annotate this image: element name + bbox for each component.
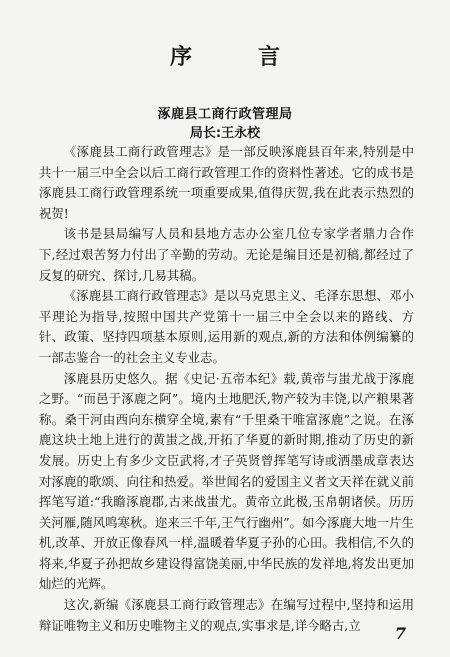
preface-body — [39, 142, 414, 636]
paragraph: 《涿鹿县工商行政管理志》是以马克思主义、毛泽东思想、邓小平理论为指导,按照中国共产党第十一届三中全会以来的路线、方针、政策、坚持四项基本原则,运用新的观点,新的方法和体例编纂的一部志鉴合一的社会主义专业志。 — [39, 288, 414, 365]
paragraph: 该书是县局编写人员和县地方志办公室几位专家学者鼎力合作下,经过艰苦努力付出了辛勤的劳动。无论是编目还是初稿,都经过了反复的研究、探讨,几易其稿。 — [39, 226, 414, 283]
paragraph: 这次,新编《涿鹿县工商行政管理志》在编写过程中,坚持和运用辩证唯物主义和历史唯物主义的观点,实事求是,详今略古,立 — [39, 597, 414, 633]
page-number: 7 — [394, 624, 406, 643]
paragraph: 《涿鹿县工商行政管理志》是一部反映涿鹿县百年来,特别是中共十一届三中全会以后工商行政管理工作的资料性著述。它的成书是涿鹿县工商行政管理系统一项重要成果,值得庆贺,我在此表示热烈的祝贺! — [39, 144, 414, 221]
author-line: 局长:王永校 — [189, 126, 261, 141]
organization-name: 涿鹿县工商行政管理局 — [157, 107, 293, 122]
paragraph: 涿鹿县历史悠久。据《史记·五帝本纪》载,黄帝与蚩尤战于涿鹿之野。“而邑于涿鹿之阿”。境内土地肥沃,物产较为丰饶,以产粮果著称。桑干河由西向东横穿全境,素有“千里桑干唯富涿鹿”之说。在涿鹿这块土地上进行的黄蚩之战,开拓了华夏的新时期,推动了历史的新发展。历史上有多少文臣武将,才子英贤曾挥笔写诗或洒墨成章表达对涿鹿的歌颂、向往和热爱。举世闻名的爱国主义者文天祥在就义前挥笔写道:“我瞻涿鹿郡,古来战蚩尤。黄帝立此极,玉帛朝诸侯。历历关河雁,随风鸣寒秋。迩来三千年,王气行幽州”。如今涿鹿大地一片生机,改革、开放正像春风一样,温暖着华夏子孙的心田。我相信,不久的将来,华夏子孙把故乡建设得富饶美丽,中华民族的发祥地,将发出更加灿烂的光辉。 — [39, 370, 414, 592]
page-title: 序 言 — [169, 45, 302, 70]
